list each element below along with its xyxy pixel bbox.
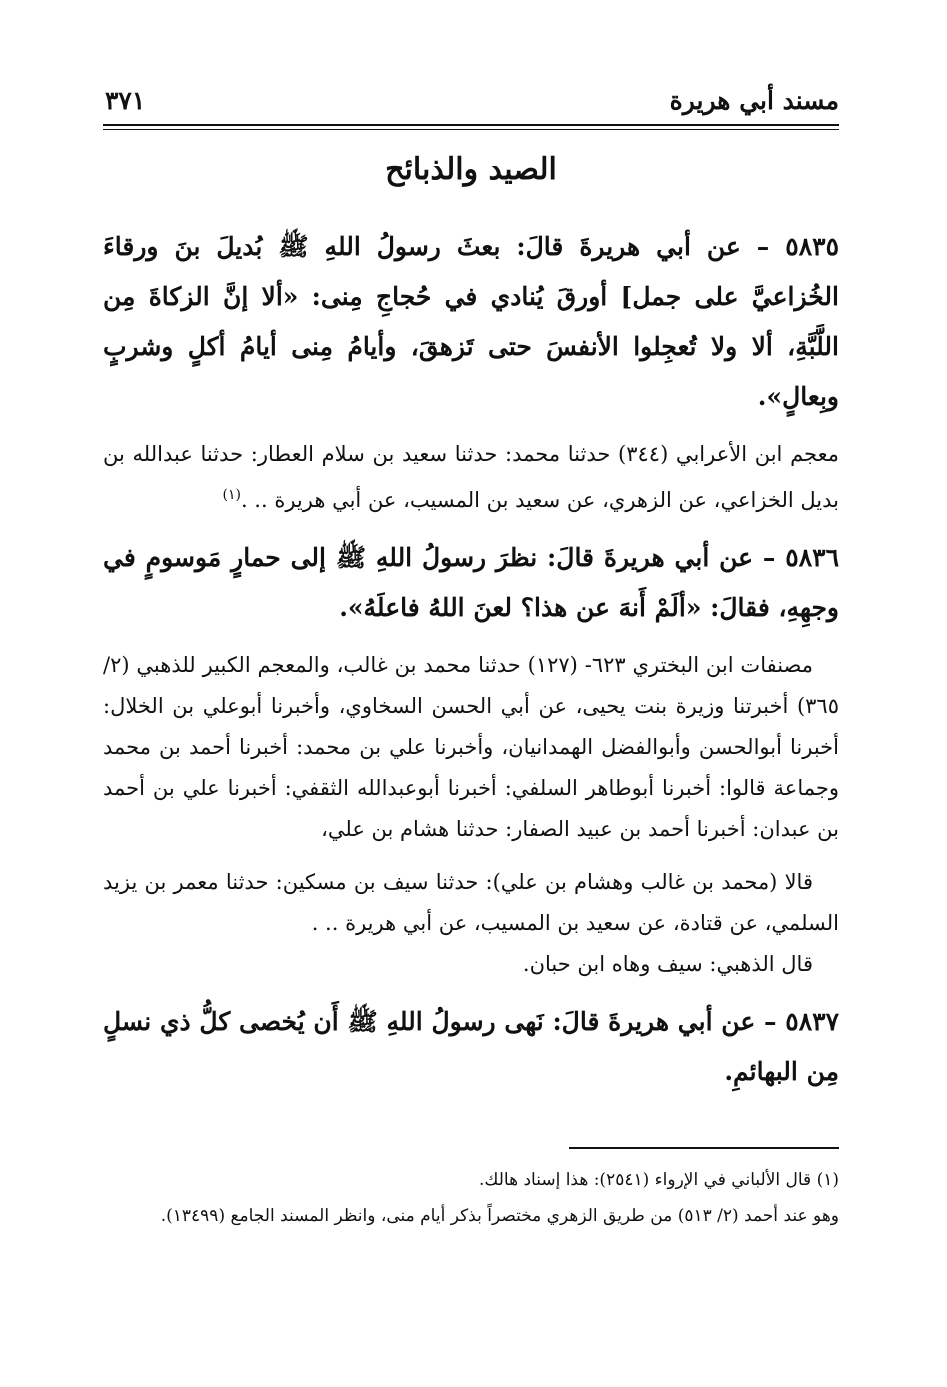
page-number: ٣٧١ xyxy=(105,86,146,115)
hadith-5835: ٥٨٣٥ – عن أبي هريرةَ قالَ: بعثَ رسولُ اللهِ ﷺ بُديلَ بنَ ورقاءَ الخُزاعيَّ على جمل] أورقَ يُنادي في حُجاجِ مِنى: «ألا إنَّ الزكاةَ مِن اللَّبَّةِ، ألا ولا تُعجِلوا الأنفسَ حتى تَزهقَ، وأيامُ مِنى أيامُ أكلٍ وشربٍ وبِعالٍ». xyxy=(103,232,839,411)
footnote-marker: (١) xyxy=(222,487,241,503)
hadith-5836-source-2: قالا (محمد بن غالب وهشام بن علي): حدثنا سيف بن مسكين: حدثنا معمر بن يزيد السلمي، عن قتادة، عن سعيد بن المسيب، عن أبي هريرة .. . xyxy=(103,870,839,935)
footnotes xyxy=(103,1162,839,1234)
hadith-5835-source xyxy=(103,434,839,521)
hadith-5836-source-1: مصنفات ابن البختري ٦٢٣- (١٢٧) حدثنا محمد بن غالب، والمعجم الكبير للذهبي (٢/ ٣٦٥) أخبرتنا وزيرة بنت يحيى، عن أبي الحسن السخاوي، وأخبرنا أبوعلي بن الخلال: أخبرنا أبوالحسن وأبوالفضل الهمدانيان، وأخبرنا علي بن محمد: أخبرنا أحمد بن محمد وجماعة قالوا: أخبرنا أبوطاهر السلفي: أخبرنا أبوعبدالله الثقفي: أخبرنا علي بن أحمد بن عبدان: أخبرنا أحمد بن عبيد الصفار: حدثنا هشام بن علي، xyxy=(103,653,839,841)
footnote-rule xyxy=(569,1147,839,1149)
running-title: مسند أبي هريرة xyxy=(669,86,839,115)
hadith-5836: ٥٨٣٦ – عن أبي هريرةَ قالَ: نظرَ رسولُ اللهِ ﷺ إلى حمارٍ مَوسومٍ في وجهِهِ، فقالَ: «ألَمْ أَنهَ عن هذا؟ لعنَ اللهُ فاعلَهُ». xyxy=(103,543,839,622)
hadith-5836-source-3: قال الذهبي: سيف وهاه ابن حبان. xyxy=(522,952,813,976)
hadith-5837: ٥٨٣٧ – عن أبي هريرةَ قالَ: نَهى رسولُ اللهِ ﷺ أَن يُخصى كلُّ ذي نسلٍ مِن البهائمِ. xyxy=(103,1007,839,1086)
footnote-1: (١) قال الألباني في الإرواء (٢٥٤١): هذا إسناد هالك. xyxy=(478,1170,839,1190)
footnote-1-cont: وهو عند أحمد (٢/ ٥١٣) من طريق الزهري مختصراً بذكر أيام منى، وانظر المسند الجامع (١٣٤٩٩). xyxy=(160,1206,839,1226)
header-rule xyxy=(103,124,839,126)
section-title: الصيد والذبائح xyxy=(385,152,557,187)
header-rule-thin xyxy=(103,129,839,130)
running-head xyxy=(103,84,839,124)
source-text: معجم ابن الأعرابي (٣٤٤) حدثنا محمد: حدثنا سعيد بن سلام العطار: حدثنا عبدالله بن بديل الخزاعي، عن الزهري، عن سعيد بن المسيب، عن أبي هريرة .. . xyxy=(103,442,839,512)
body-column xyxy=(103,222,839,1109)
